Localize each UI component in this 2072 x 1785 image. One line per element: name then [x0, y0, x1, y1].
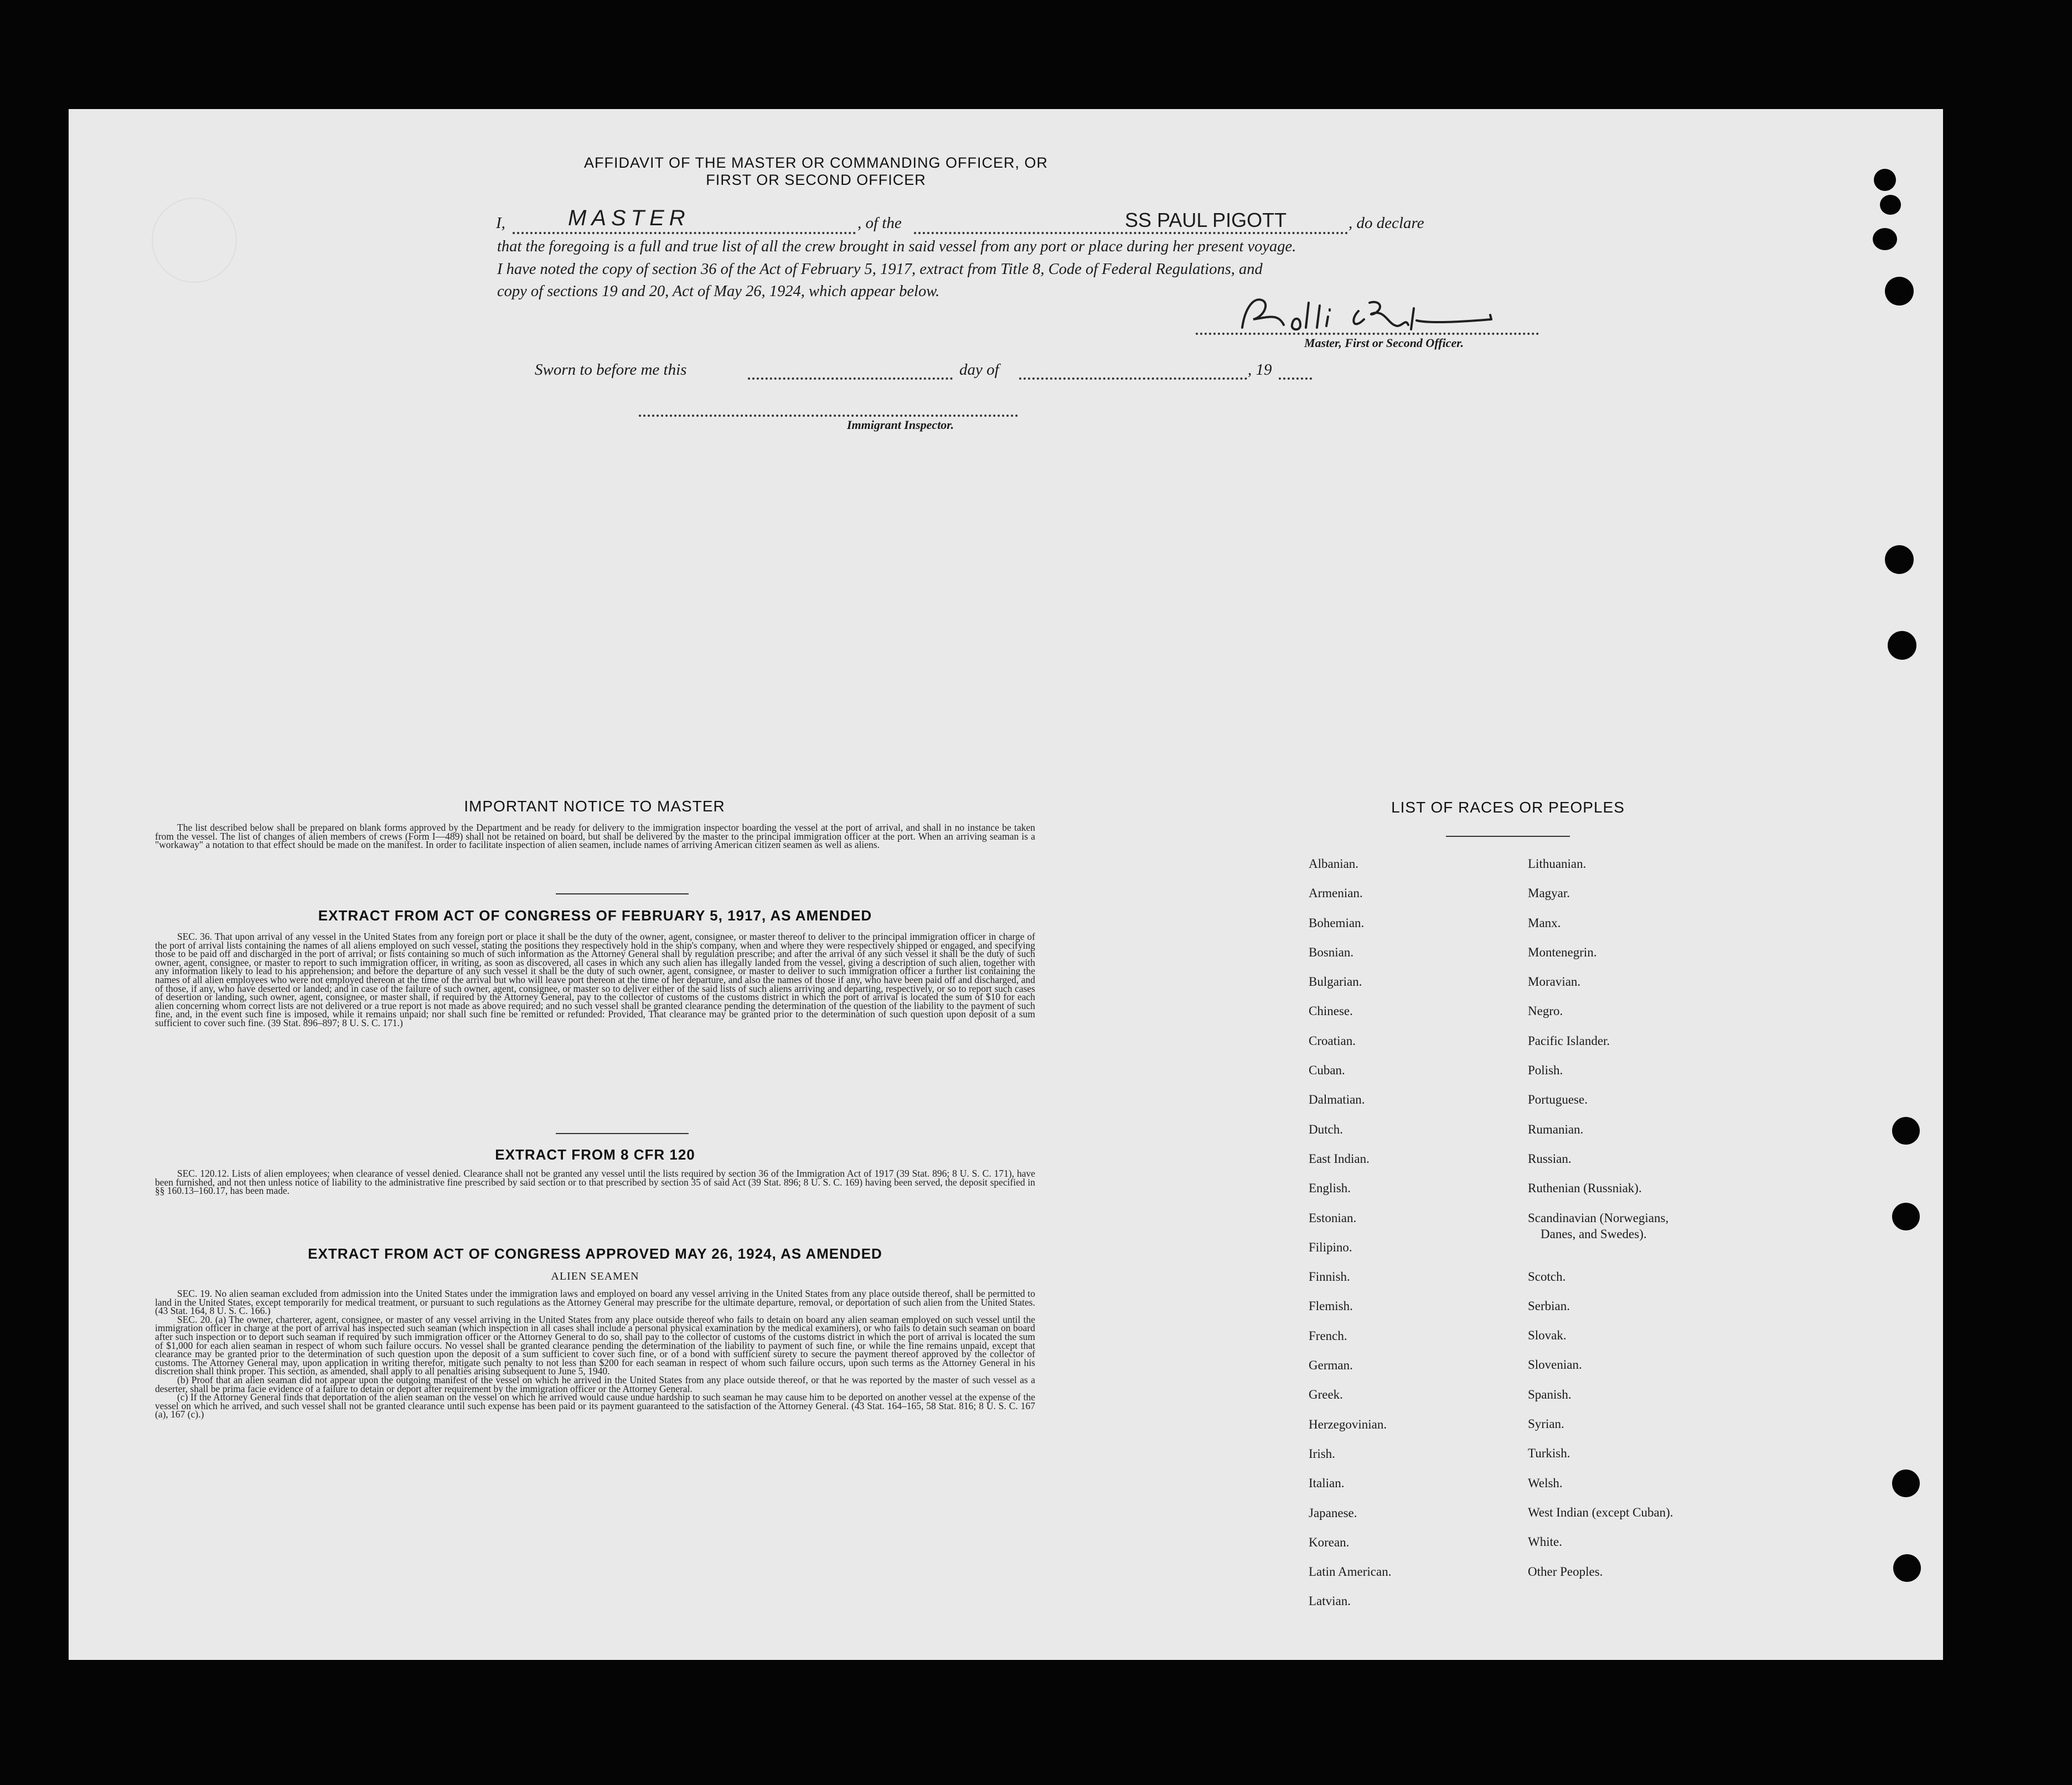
sworn-day-line [748, 377, 953, 380]
declaration-line-3: copy of sections 19 and 20, Act of May 26, 1924, which appear below. [497, 283, 940, 300]
race-item: Flemish. [1309, 1299, 1353, 1313]
race-item: Danes, and Swedes). [1528, 1227, 1647, 1241]
cfr-text [155, 1170, 1035, 1196]
punch-hole [1892, 1117, 1920, 1145]
race-item: Portuguese. [1528, 1093, 1588, 1107]
sworn-year-line [1279, 377, 1312, 380]
race-item: Dutch. [1309, 1122, 1343, 1136]
race-item: Turkish. [1528, 1446, 1570, 1461]
declaration-line-1: that the foregoing is a full and true list of all the crew brought in said vessel from any port or place during her present voyage. [497, 238, 1296, 255]
race-item: Korean. [1309, 1535, 1350, 1549]
race-item: Magyar. [1528, 886, 1570, 901]
punch-hole [1873, 228, 1897, 250]
race-item: Filipino. [1309, 1240, 1352, 1254]
i-label: I, [496, 214, 505, 232]
punch-hole [1892, 1203, 1920, 1230]
race-item: Slovenian. [1528, 1358, 1582, 1372]
race-item: Albanian. [1309, 857, 1359, 871]
race-item: Cuban. [1309, 1063, 1345, 1078]
race-item: Scandinavian (Norwegians, [1528, 1210, 1669, 1225]
section-36-paragraph: SEC. 36. That upon arrival of any vessel in the United States from any foreign port or place it shall be the duty of the owner, agent, consignee, or master thereof to deliver to the principal immigration officer in charge of the port of arrival lists containing the names of all aliens employed on such vessel, stating the positions they respectively hold in the ship's company, when and where they were respectively shipped or engaged, and specifying those to be paid off and discharged in the port of arrival; or lists containing so much of such information as the Attorney General shall by regulation prescribe; and after the arrival of any such vessel it shall be the duty of such owner, agent, consignee, or master to report to such immigration officer, in writing, as soon as discovered, all cases in which any such alien has illegally landed from the vessel, giving a description of such alien, together with any information likely to lead to his apprehension; and before the departure of any such vessel it shall be the duty of such owner, agent, consignee, or master to deliver to such immigration officer a further list containing the names of all alien employees who were not employed thereon at the time of the arrival but who will leave port thereon at the time of her departure, and also the names of those if any, who have been paid off and discharged, and of those, if any, who have deserted or landed; and in case of the failure of such owner, agent, consignee, or master so to deliver either of the said lists of such aliens arriving and departing, respectively, or so to report such cases of desertion or landing, such owner, agent, consignee, or master shall, if required by the Attorney General, pay to the collector of customs of the customs district in which the port of arrival is located the sum of $10 for each alien concerning whom correct lists are not delivered or a true report is not made as above required; and no such vessel shall be granted clearance pending the determination of the question of the liability to the payment of such fine, and, in the event such fine is imposed, while it remains unpaid; nor shall such fine be remitted or refunded: Provided, That clearance may be granted prior to the determination of such question upon deposit of a sum sufficient to cover such fine. (39 Stat. 896–897; 8 U. S. C. 171.) [155, 931, 1035, 1028]
master-handwritten: MASTER [568, 206, 690, 230]
section-20b-paragraph: (b) Proof that an alien seaman did not appear upon the outgoing manifest of the vessel on which he arrived in the United States from any place outside thereof, or that he was reported by the master of such vessel as a deserter, shall be prima facie evidence of a failure to detain or deport after requirement by the immigration officer or the Attorney General. [155, 1374, 1035, 1394]
race-item: Irish. [1309, 1446, 1335, 1461]
race-item: Rumanian. [1528, 1122, 1584, 1136]
cfr-title: EXTRACT FROM 8 CFR 120 [495, 1146, 695, 1163]
race-item: Moravian. [1528, 975, 1581, 989]
race-item: Pacific Islander. [1528, 1033, 1610, 1048]
race-item: Slovak. [1528, 1328, 1567, 1343]
race-item: Italian. [1309, 1476, 1345, 1491]
extract-1924-text [155, 1290, 1035, 1419]
day-of-label: day of [959, 361, 999, 379]
race-item: Japanese. [1309, 1505, 1357, 1520]
vessel-name: SS PAUL PIGOTT [1125, 209, 1287, 231]
extract-1924-title: EXTRACT FROM ACT OF CONGRESS APPROVED MAY 26, 1924, AS AMENDED [308, 1245, 882, 1262]
alien-seamen-subtitle: ALIEN SEAMEN [551, 1270, 639, 1282]
race-item: East Indian. [1309, 1151, 1370, 1166]
declaration-line-2: I have noted the copy of section 36 of the Act of February 5, 1917, extract from Title 8, Code of Federal Regulations, and [497, 261, 1263, 278]
notice-title: IMPORTANT NOTICE TO MASTER [464, 798, 725, 815]
notice-paragraph: The list described below shall be prepared on blank forms approved by the Department and be ready for delivery to the immigration inspector boarding the vessel at the port of arrival, and shall in no instance be taken from the vessel. The list of changes of alien members of crews (Form I—489) shall not be retained on board, but shall be delivered by the master to the principal immigration officer at the port. When an arriving seaman is a "workaway" a notation to that effect should be made on the manifest. In order to facilitate inspection of alien seamen, include names of arriving American citizen seamen as well as aliens. [155, 822, 1035, 851]
race-item: Spanish. [1528, 1387, 1572, 1401]
do-declare-label: , do declare [1348, 214, 1424, 232]
of-the-label: , of the [857, 214, 902, 232]
race-item: Welsh. [1528, 1476, 1563, 1490]
race-item: Estonian. [1309, 1210, 1357, 1225]
races-title: LIST OF RACES OR PEOPLES [1391, 799, 1625, 816]
race-item: Dalmatian. [1309, 1093, 1365, 1107]
races-column-2 [1528, 849, 1673, 1586]
document-page [69, 109, 1943, 1660]
vessel-name-line [914, 232, 1348, 234]
section-20a-paragraph: SEC. 20. (a) The owner, charterer, agent, consignee, or master of any vessel arriving in the United States from any place outside thereof who fails to detain on board any alien seaman employed on such vessel until the immigration officer in charge at the port of arrival has inspected such seaman (which inspection in all cases shall include a personal physical examination by the medical examiners), or who fails to detain such seaman on board after such inspection or to deport such seaman if required by such immigration officer or the Attorney General to do so, shall pay to the collector of customs of the customs district in which the port of arrival is located the sum of $1,000 for each alien seaman in respect of whom such failure occurs. No vessel shall be granted clearance pending the determination of the liability to payment of such fine, or while the fine remains unpaid, except that clearance may be granted prior to the determination of such question upon the deposit of a sum sufficient to cover such fine, or of a bond with sufficient surety to secure the payment thereof approved by the collector of customs. The Attorney General may, upon application in writing therefor, mitigate such penalty to not less than $200 for each seaman in respect of whom such failure occurs, upon such terms as the Attorney General in his discretion shall think proper. This section, as amended, shall apply to all penalties arising subsequent to June 5, 1940. [155, 1313, 1035, 1377]
divider [556, 893, 689, 894]
punch-hole [1885, 277, 1914, 306]
race-item: White. [1528, 1535, 1562, 1549]
race-item: Other Peoples. [1528, 1564, 1603, 1579]
race-item: Manx. [1528, 915, 1561, 930]
inspector-caption: Immigrant Inspector. [847, 418, 954, 432]
embossed-seal [152, 198, 237, 283]
race-item: French. [1309, 1328, 1347, 1343]
signature-caption: Master, First or Second Officer. [1304, 336, 1464, 350]
divider [556, 1133, 689, 1134]
extract-1917-text [155, 933, 1035, 1028]
sworn-month-line [1019, 377, 1247, 380]
race-item: Bosnian. [1309, 945, 1354, 959]
race-item: Greek. [1309, 1388, 1343, 1402]
punch-hole [1874, 169, 1896, 191]
race-item: Russian. [1528, 1151, 1572, 1166]
punch-hole [1892, 1470, 1920, 1497]
race-item: Latvian. [1309, 1594, 1351, 1608]
race-item: Syrian. [1528, 1417, 1564, 1431]
divider [1446, 836, 1570, 837]
race-item: Bulgarian. [1309, 975, 1362, 989]
race-item: Latin American. [1309, 1565, 1392, 1579]
sworn-label: Sworn to before me this [535, 361, 687, 379]
race-item: Ruthenian (Russniak). [1528, 1181, 1642, 1196]
affidavit-title: AFFIDAVIT OF THE MASTER OR COMMANDING OFFICER, OR FIRST OR SECOND OFFICER [583, 154, 1048, 188]
race-item: Armenian. [1309, 886, 1363, 901]
race-item: Lithuanian. [1528, 857, 1587, 871]
section-20c-paragraph: (c) If the Attorney General finds that deportation of the alien seaman on the vessel on which he arrived would cause undue hardship to such seaman he may cause him to be deported on another vessel at the expense of the vessel on which he arrived, and such vessel shall not be granted clearance until such expense has been paid or its payment guaranteed to the satisfaction of the Attorney General. (43 Stat. 164–165, 58 Stat. 816; 8 U. S. C. 167 (a), 167 (c).) [155, 1391, 1035, 1420]
section-19-paragraph: SEC. 19. No alien seaman excluded from admission into the United States under the immigration laws and employed on board any vessel arriving in the United States from any place outside thereof, shall be permitted to land in the United States, except temporarily for medical treatment, or pursuant to such regulations as the Attorney General may prescribe for the ultimate departure, removal, or deportation of such alien from the United States. (43 Stat. 164, 8 U. S. C. 166.) [155, 1288, 1035, 1317]
race-item: Polish. [1528, 1063, 1563, 1078]
master-name-line [513, 232, 856, 234]
race-item: Bohemian. [1309, 915, 1365, 930]
punch-hole [1885, 545, 1914, 574]
race-item: Serbian. [1528, 1298, 1570, 1313]
race-item: Herzegovinian. [1309, 1417, 1387, 1431]
race-item: Scotch. [1528, 1269, 1566, 1284]
year-label: , 19 [1248, 361, 1272, 379]
race-item: West Indian (except Cuban). [1528, 1505, 1673, 1519]
race-item: German. [1309, 1358, 1353, 1373]
signature-line [1196, 333, 1539, 335]
section-120-12-paragraph: SEC. 120.12. Lists of alien employees; when clearance of vessel denied. Clearance shall not be granted any vessel until the lists required by section 36 of the Immigration Act of 1917 (39 Stat. 896; 8 U. S. C. 171), have been furnished, and not then unless notice of liability to the administrative fine prescribed by said section or to that prescribed by section 35 of said Act (39 Stat. 896; 8 U. S. C. 169) having been served, the deposit specified in §§ 160.13–160.17, has been made. [155, 1168, 1035, 1197]
race-item: Croatian. [1309, 1033, 1356, 1048]
inspector-signature-line [639, 415, 1018, 417]
race-item: Negro. [1528, 1004, 1563, 1018]
notice-text [155, 824, 1035, 850]
punch-hole [1888, 631, 1916, 660]
race-item: English. [1309, 1181, 1351, 1196]
extract-1917-title: EXTRACT FROM ACT OF CONGRESS OF FEBRUARY 5, 1917, AS AMENDED [318, 907, 872, 924]
race-item: Finnish. [1309, 1270, 1350, 1284]
punch-hole [1893, 1554, 1921, 1582]
race-item: Montenegrin. [1528, 945, 1597, 959]
race-item: Chinese. [1309, 1004, 1353, 1018]
races-column-1 [1309, 849, 1391, 1616]
punch-hole [1880, 195, 1901, 215]
